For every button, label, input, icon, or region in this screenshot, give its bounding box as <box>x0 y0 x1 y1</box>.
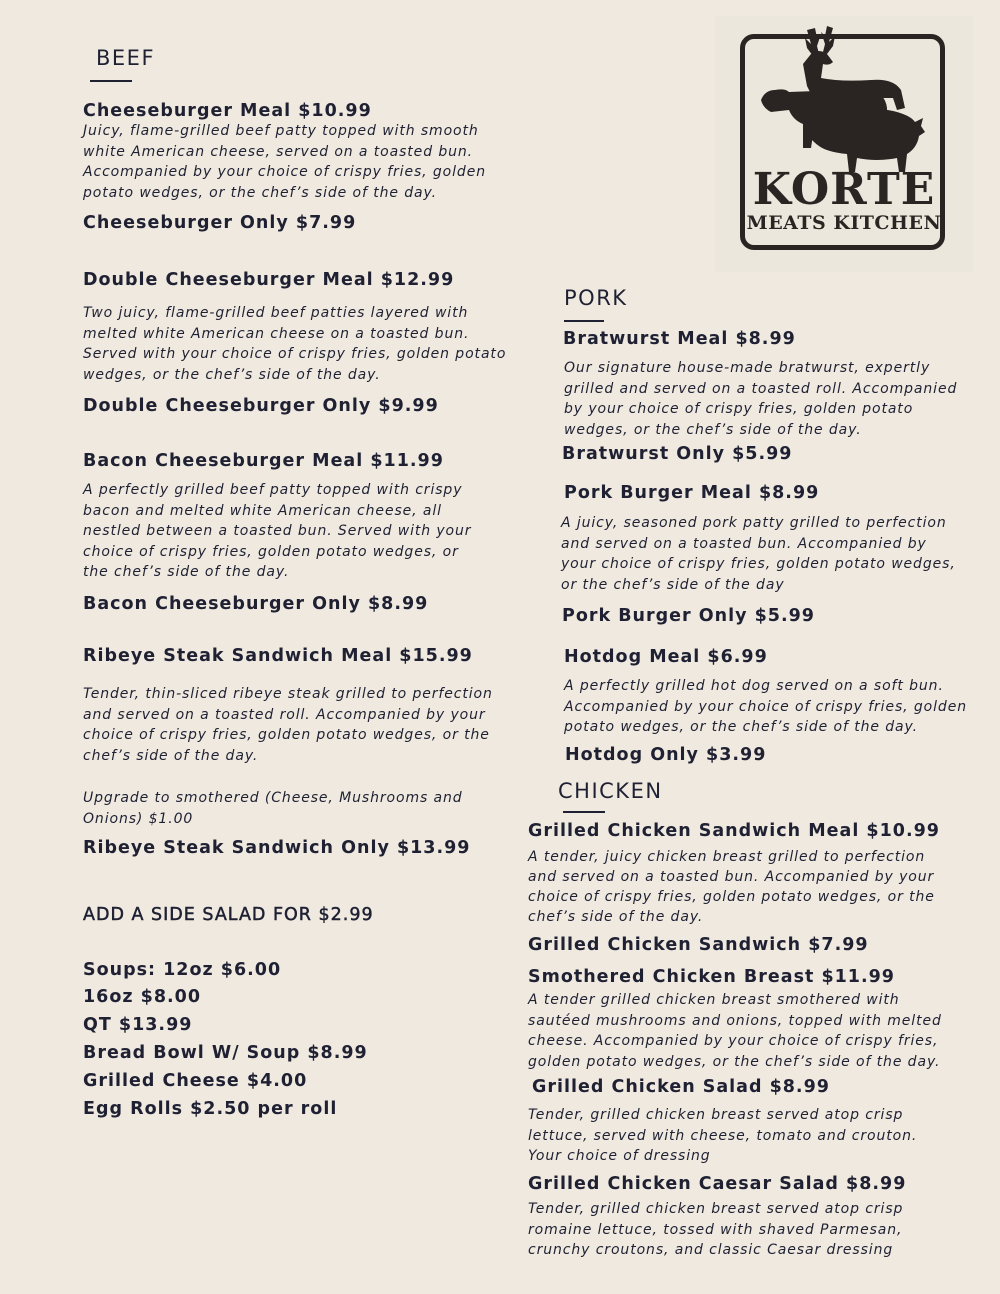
smothered-chicken-desc: A tender grilled chicken breast smothered with sautéed mushrooms and onions, topped with melted cheese. Accompanied by your choice of crispy fries, golden potato wedges, or the chef’s side of the day. <box>528 992 942 1070</box>
grilled-chicken-caesar-title: Grilled Chicken Caesar Salad $8.99 <box>528 1174 907 1194</box>
cheeseburger-only-title: Cheeseburger Only $7.99 <box>83 213 357 233</box>
pork-burger-meal-title: Pork Burger Meal $8.99 <box>564 483 820 503</box>
grilled-chicken-salad-title: Grilled Chicken Salad $8.99 <box>532 1077 830 1097</box>
grilled-cheese: Grilled Cheese $4.00 <box>83 1071 308 1091</box>
ribeye-only-title: Ribeye Steak Sandwich Only $13.99 <box>83 838 471 858</box>
ribeye-meal-desc: Tender, thin-sliced ribeye steak grilled to perfection and served on a toasted roll. Accompanied by your choice of crispy fries, golden potato wedges, or the chef’s side of the day. <box>83 686 493 764</box>
pork-heading: PORK <box>564 286 628 310</box>
animals-icon <box>715 16 973 176</box>
double-cheeseburger-only-title: Double Cheeseburger Only $9.99 <box>83 396 439 416</box>
cheeseburger-meal-desc: Juicy, flame-grilled beef patty topped with smooth white American cheese, served on a toasted bun. Accompanied by your choice of crispy fries, golden potato wedges, or the chef’s side of the day. <box>83 123 486 201</box>
grilled-chicken-caesar-desc: Tender, grilled chicken breast served atop crisp romaine lettuce, tossed with shaved Parmesan, crunchy croutons, and classic Caesar dressing <box>528 1201 904 1259</box>
chicken-heading-underline <box>563 811 605 813</box>
ribeye-meal-title: Ribeye Steak Sandwich Meal $15.99 <box>83 646 473 666</box>
soups-qt: QT $13.99 <box>83 1015 193 1035</box>
korte-logo <box>715 16 973 272</box>
smothered-chicken-title: Smothered Chicken Breast $11.99 <box>528 967 895 987</box>
double-cheeseburger-meal-title: Double Cheeseburger Meal $12.99 <box>83 270 455 290</box>
hotdog-meal-title: Hotdog Meal $6.99 <box>564 647 768 667</box>
egg-rolls: Egg Rolls $2.50 per roll <box>83 1099 338 1119</box>
pork-burger-meal-desc: A juicy, seasoned pork patty grilled to perfection and served on a toasted bun. Accompanied by your choice of crispy fries, golden potato wedges, or the chef’s side of the day <box>561 515 956 593</box>
chicken-heading: CHICKEN <box>558 779 663 803</box>
hotdog-only-title: Hotdog Only $3.99 <box>565 745 767 765</box>
beef-heading-underline <box>90 80 132 82</box>
grilled-chicken-sandwich-title: Grilled Chicken Sandwich $7.99 <box>528 935 869 955</box>
bacon-cheeseburger-only-title: Bacon Cheeseburger Only $8.99 <box>83 594 429 614</box>
bacon-cheeseburger-meal-title: Bacon Cheeseburger Meal $11.99 <box>83 451 444 471</box>
soups-16oz: 16oz $8.00 <box>83 987 202 1007</box>
grilled-chicken-sandwich-meal-desc: A tender, juicy chicken breast grilled to perfection and served on a toasted bun. Accompanied by your choice of crispy fries, golden potato wedges, or the chef’s side of the day. <box>528 849 935 925</box>
bratwurst-meal-desc: Our signature house-made bratwurst, expertly grilled and served on a toasted roll. Accompanied by your choice of crispy fries, golden potato wedges, or the chef’s side of the day. <box>564 360 958 438</box>
logo-subtitle: MEATS KITCHEN <box>746 212 942 234</box>
bratwurst-only-title: Bratwurst Only $5.99 <box>562 444 793 464</box>
bread-bowl: Bread Bowl W/ Soup $8.99 <box>83 1043 368 1063</box>
side-salad-offer: ADD A SIDE SALAD FOR $2.99 <box>83 905 374 925</box>
grilled-chicken-salad-desc: Tender, grilled chicken breast served atop crisp lettuce, served with cheese, tomato and crouton. Your choice of dressing <box>528 1107 918 1165</box>
cheeseburger-meal-title: Cheeseburger Meal $10.99 <box>83 101 372 121</box>
double-cheeseburger-meal-desc: Two juicy, flame-grilled beef patties layered with melted white American cheese on a toasted bun. Served with your choice of crispy fries, golden potato wedges, or the chef’s side of the day. <box>83 305 507 383</box>
hotdog-meal-desc: A perfectly grilled hot dog served on a soft bun. Accompanied by your choice of crispy fries, golden potato wedges, or the chef’s side of the day. <box>564 678 967 736</box>
beef-heading: BEEF <box>96 46 156 70</box>
grilled-chicken-sandwich-meal-title: Grilled Chicken Sandwich Meal $10.99 <box>528 821 940 841</box>
logo-name: KORTE <box>752 164 936 215</box>
pork-burger-only-title: Pork Burger Only $5.99 <box>562 606 815 626</box>
bacon-cheeseburger-meal-desc: A perfectly grilled beef patty topped with crispy bacon and melted white American cheese, all nestled between a toasted bun. Served with your choice of crispy fries, golden potato wedges, or the chef’s side of the day. <box>83 482 472 581</box>
ribeye-upgrade-note: Upgrade to smothered (Cheese, Mushrooms and Onions) $1.00 <box>83 790 463 827</box>
soups-12oz: Soups: 12oz $6.00 <box>83 960 282 980</box>
bratwurst-meal-title: Bratwurst Meal $8.99 <box>563 329 796 349</box>
pork-heading-underline <box>564 320 604 322</box>
